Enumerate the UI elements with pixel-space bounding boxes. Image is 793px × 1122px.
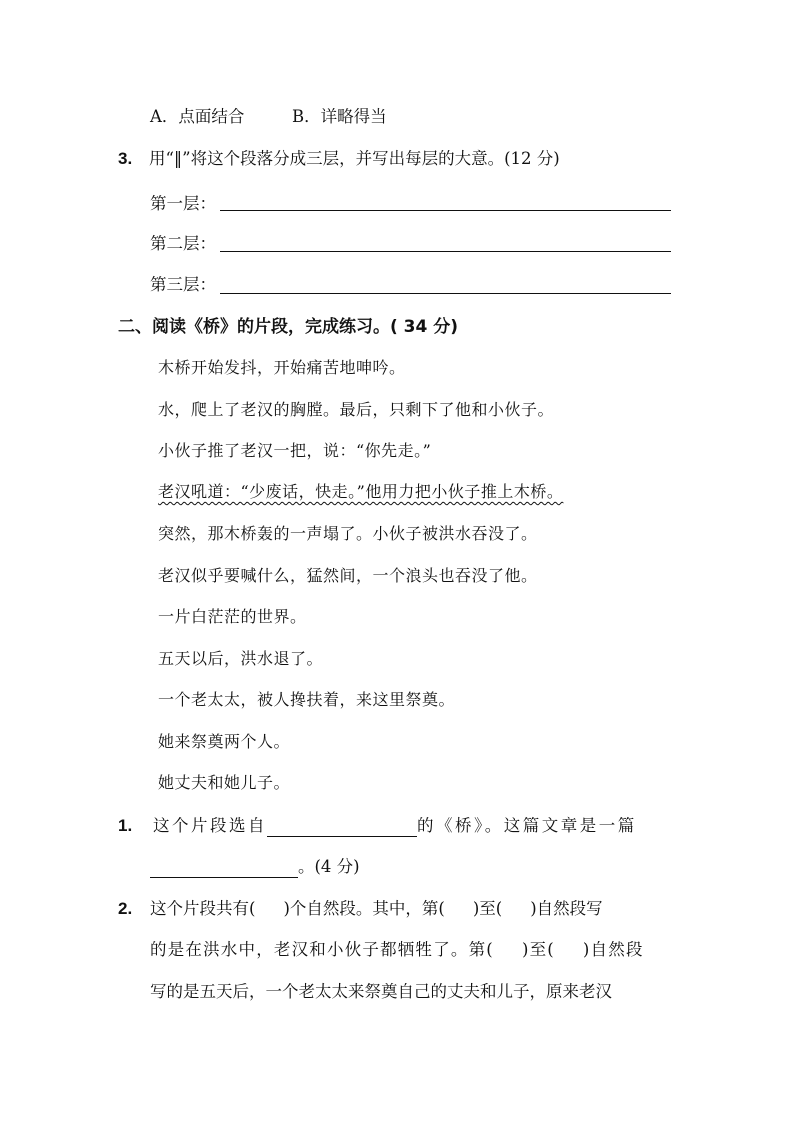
q2-line-3: 写的是五天后，一个老太太来祭奠自己的丈夫和儿子，原来老汉 xyxy=(150,982,612,1001)
q2-line-2 xyxy=(150,939,644,961)
passage-line: 她丈夫和她儿子。 xyxy=(158,773,291,792)
layer-1-answer-line[interactable] xyxy=(220,210,671,211)
passage-line: 五天以后，洪水退了。 xyxy=(158,649,324,668)
option-a-label: A． xyxy=(150,107,179,126)
q1-blank-genre[interactable] xyxy=(150,859,298,878)
q2-line-1 xyxy=(150,898,603,920)
layer-3-label: 第三层： xyxy=(150,275,216,294)
q2-text-2a: 的是在洪水中，老汉和小伙子都牺牲了。第( xyxy=(150,940,494,959)
q3-text: 用“‖”将这个段落分成三层，并写出每层的大意。(12 分) xyxy=(149,149,560,168)
q2-text-1b: )个自然段。其中，第( xyxy=(283,899,445,918)
option-b-text: 详略得当 xyxy=(320,107,387,126)
q1-blank-source[interactable] xyxy=(267,818,417,837)
section-2-heading: 二、阅读《桥》的片段，完成练习。( 34 分) xyxy=(118,317,459,337)
q1-text-part-3: 。(4 分) xyxy=(298,857,360,876)
q1-line-1 xyxy=(153,815,637,837)
q2-text-2c: )自然段 xyxy=(582,940,644,959)
option-a-text: 点面结合 xyxy=(178,107,245,126)
q1-line-2 xyxy=(150,856,360,878)
option-b-label: B． xyxy=(292,107,321,126)
q2-text-1a: 这个片段共有( xyxy=(150,899,256,918)
passage-line: 一个老太太，被人搀扶着，来这里祭奠。 xyxy=(158,690,456,709)
passage-line: 她来祭奠两个人。 xyxy=(158,732,291,751)
q2-text-2b: )至( xyxy=(521,940,555,959)
passage-line: 突然，那木桥轰的一声塌了。小伙子被洪水吞没了。 xyxy=(158,524,538,543)
passage-line: 老汉似乎要喊什么，猛然间，一个浪头也吞没了他。 xyxy=(158,566,538,585)
q2-text-1d: )自然段写 xyxy=(530,899,603,918)
q1-text-part-2: 的《桥》。这篇文章是一篇 xyxy=(417,816,637,835)
passage-line-wavy-underlined: 老汉吼道：“少废话，快走。”他用力把小伙子推上木桥。 xyxy=(158,482,564,501)
q1-number: 1. xyxy=(118,816,133,835)
passage-line: 小伙子推了老汉一把，说：“你先走。” xyxy=(158,441,432,460)
option-a xyxy=(150,106,244,128)
q2-number: 2. xyxy=(118,899,133,918)
layer-2-answer-line[interactable] xyxy=(220,251,671,252)
passage-line: 水，爬上了老汉的胸膛。最后，只剩下了他和小伙子。 xyxy=(158,400,555,419)
passage-line: 一片白茫茫的世界。 xyxy=(158,607,307,626)
layer-2-label: 第二层： xyxy=(150,234,216,253)
layer-1-label: 第一层： xyxy=(150,194,216,213)
q3-number: 3. xyxy=(118,149,133,168)
passage-line: 木桥开始发抖，开始痛苦地呻吟。 xyxy=(158,358,406,377)
q1-text-part-1: 这个片段选自 xyxy=(153,816,267,835)
option-b xyxy=(292,106,387,128)
q2-text-1c: )至( xyxy=(472,899,503,918)
layer-3-answer-line[interactable] xyxy=(220,293,671,294)
